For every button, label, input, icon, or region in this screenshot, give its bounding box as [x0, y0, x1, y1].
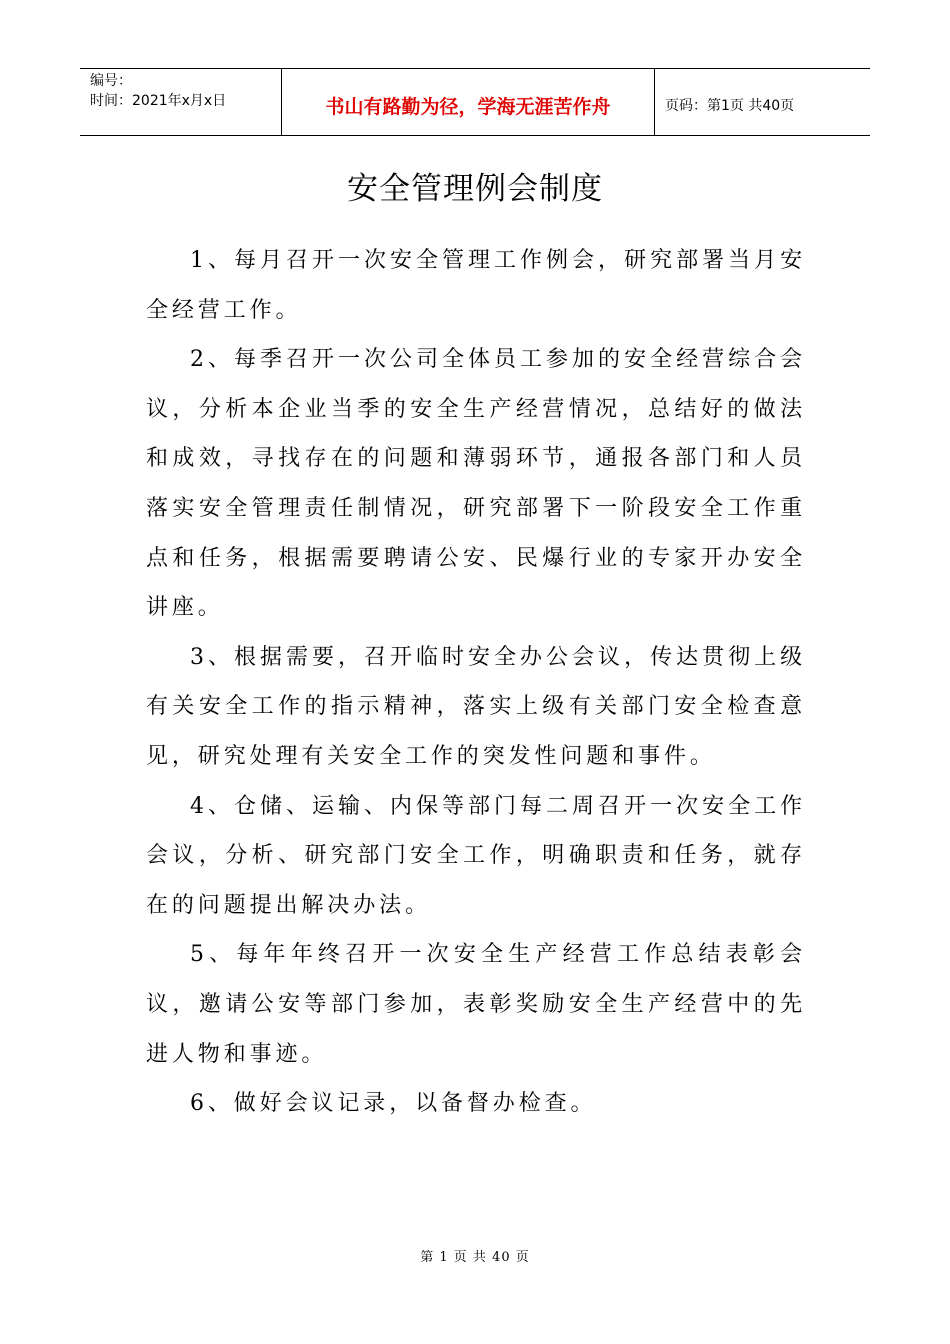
paragraph-5: 5、每年年终召开一次安全生产经营工作总结表彰会议，邀请公安等部门参加，表彰奖励安全生产经营中的先进人物和事迹。	[146, 942, 806, 1067]
document-title: 安全管理例会制度	[347, 171, 603, 207]
motto-text: 书山有路勤为径，学海无涯苦作舟	[325, 95, 611, 118]
paragraph-2: 2、每季召开一次公司全体员工参加的安全经营综合会议，分析本企业当季的安全生产经营情况，总结好的做法和成效，寻找存在的问题和薄弱环节，通报各部门和人员落实安全管理责任制情况，研究部署下一阶段安全工作重点和任务，根据需要聘请公安、民爆行业的专家开办安全讲座。	[146, 347, 806, 621]
paragraph-3: 3、根据需要，召开临时安全办公会议，传达贯彻上级有关安全工作的指示精神，落实上级有关部门安全检查意见，研究处理有关安全工作的突发性问题和事件。	[146, 644, 806, 769]
header-motto-cell	[281, 69, 655, 135]
paragraph-1: 1、每月召开一次安全管理工作例会，研究部署当月安全经营工作。	[146, 248, 806, 323]
header-page-cell	[655, 69, 870, 135]
page-info: 页码：第1页 共40页	[665, 98, 795, 114]
header-meta-cell	[80, 69, 281, 135]
header-table	[80, 68, 870, 136]
document-body	[146, 236, 806, 1129]
document-date: 时间：2021年x月x日	[90, 93, 227, 109]
document-number-label: 编号：	[90, 73, 132, 89]
paragraph-6: 6、做好会议记录，以备督办检查。	[190, 1091, 597, 1117]
paragraph-4: 4、仓储、运输、内保等部门每二周召开一次安全工作会议，分析、研究部门安全工作，明确职责和任务，就存在的问题提出解决办法。	[146, 793, 806, 918]
page-footer: 第 1 页 共 40 页	[420, 1250, 530, 1265]
